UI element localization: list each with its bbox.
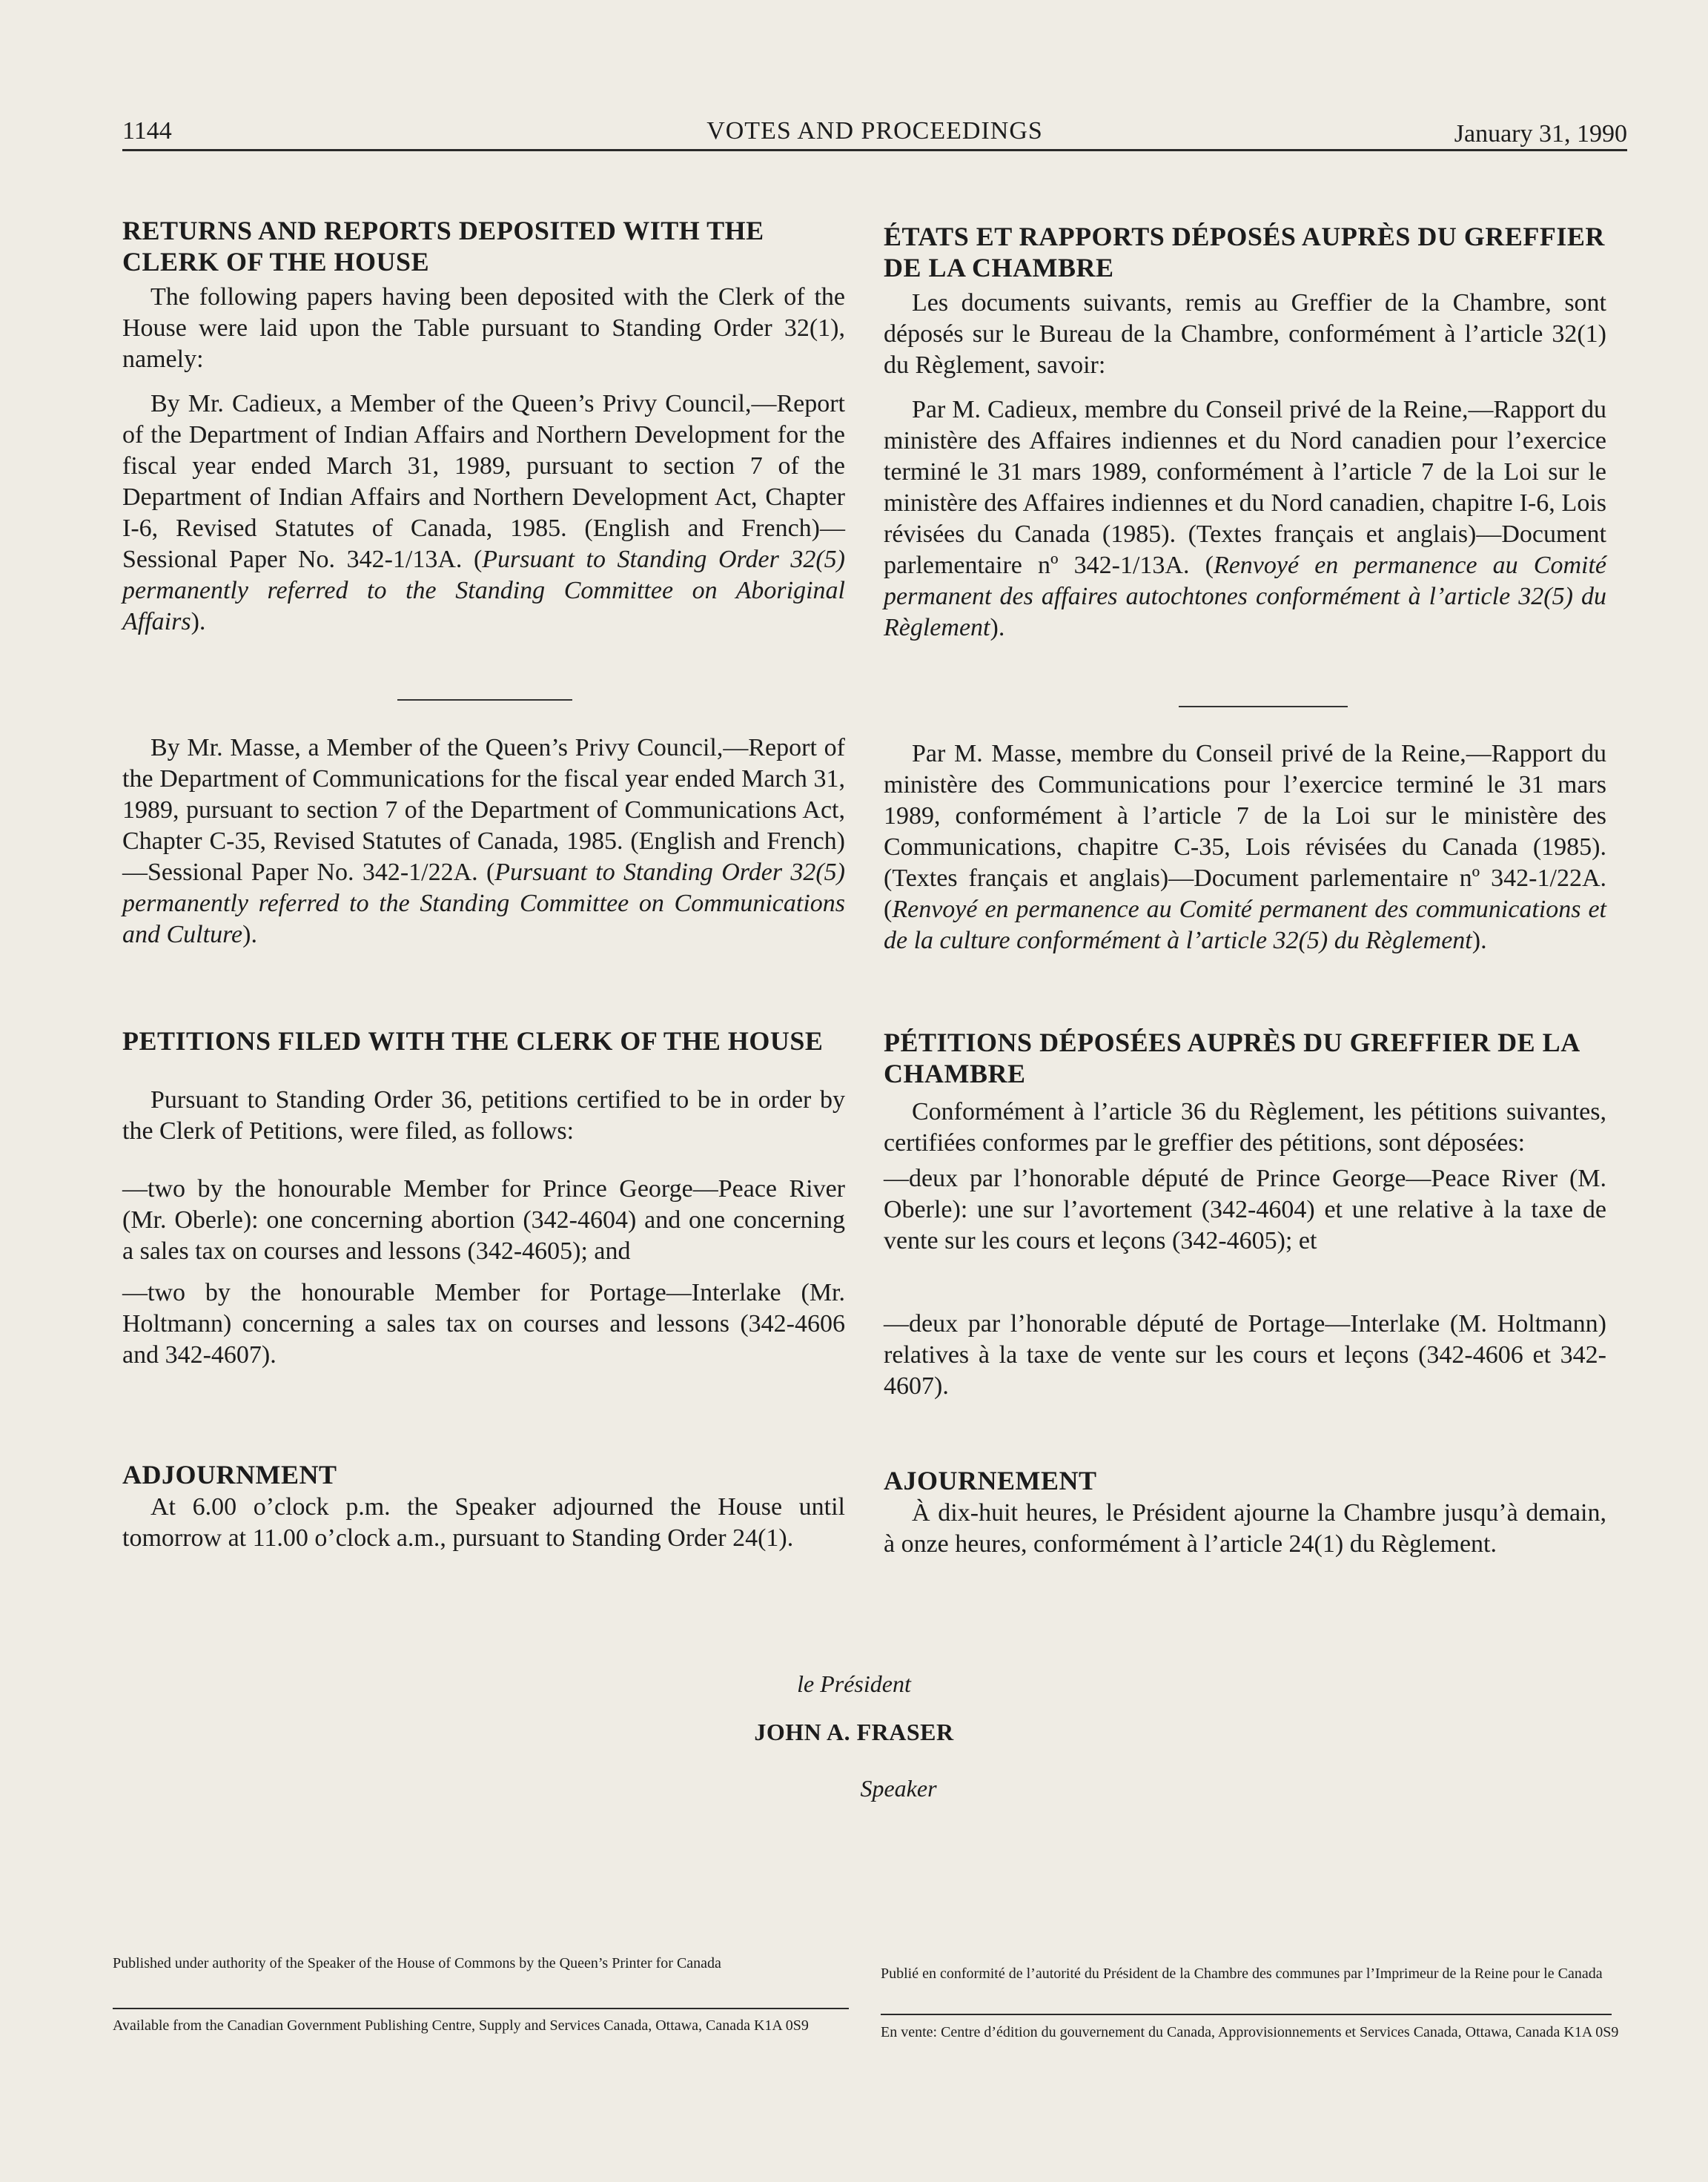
masse-section-en	[122, 733, 845, 951]
returns-section-fr	[884, 221, 1606, 644]
petitions-heading-fr: PÉTITIONS DÉPOSÉES AUPRÈS DU GREFFIER DE LA CHAMBRE	[884, 1028, 1579, 1088]
footer-rule-en	[113, 2008, 849, 2009]
adjournment-heading-fr: AJOURNEMENT	[884, 1466, 1097, 1495]
adjournment-heading-en: ADJOURNMENT	[122, 1460, 337, 1490]
petitions-section-en	[122, 1025, 845, 1371]
footer-available-fr: En vente: Centre d’édition du gouvernement du Canada, Approvisionnements et Services Canada, Ottawa, Canada K1A 0S9	[881, 2024, 1619, 2040]
petitions-section-fr	[884, 1027, 1606, 1402]
petitions-heading-en: PETITIONS FILED WITH THE CLERK OF THE HOUSE	[122, 1026, 824, 1056]
petition-oberle-en: —two by the honourable Member for Prince George—Peace River (Mr. Oberle): one concerning abortion (342-4604) and one concerning a sales tax on courses and lessons (342-4605); and	[122, 1175, 845, 1265]
footer-published-en: Published under authority of the Speaker of the House of Commons by the Queen’s Printer for Canada	[113, 1955, 721, 1971]
returns-intro-fr: Les documents suivants, remis au Greffier de la Chambre, sont déposés sur le Bureau de la Chambre, conformément à l’article 32(1) du Règlement, savoir:	[884, 289, 1606, 379]
returns-heading-en: RETURNS AND REPORTS DEPOSITED WITH THE CLERK OF THE HOUSE	[122, 216, 764, 277]
signature-name: JOHN A. FRASER	[754, 1719, 954, 1745]
adjournment-text-en: At 6.00 o’clock p.m. the Speaker adjourned the House until tomorrow at 11.00 o’clock a.m., pursuant to Standing Order 24(1).	[122, 1493, 845, 1552]
masse-paper-fr: Par M. Masse, membre du Conseil privé de la Reine,—Rapport du ministère des Communications pour l’exercice terminé le 31 mars 1989, conformément à l’article 7 de la Loi sur le ministère des Communications, chapitre C-35, Lois révisées du Canada (1985). (Textes français et anglais)—Document parlementaire nº 342-1/22A. (Renvoyé en permanence au Comité permanent des communications et de la culture conformément à l’article 32(5) du Règlement).	[884, 740, 1606, 954]
footer-rule-fr	[881, 2014, 1612, 2015]
returns-intro-en: The following papers having been deposited with the Clerk of the House were laid upon the Table pursuant to Standing Order 32(1), namely:	[122, 283, 845, 373]
page-number: 1144	[122, 117, 172, 145]
returns-section-en	[122, 215, 845, 638]
footer-available-en: Available from the Canadian Government Publishing Centre, Supply and Services Canada, Ottawa, Canada K1A 0S9	[113, 2017, 809, 2034]
section-divider-fr	[1179, 706, 1348, 707]
adjournment-text-fr: À dix-huit heures, le Président ajourne la Chambre jusqu’à demain, à onze heures, conformément à l’article 24(1) du Règlement.	[884, 1499, 1606, 1558]
cadieux-paper-en: By Mr. Cadieux, a Member of the Queen’s Privy Council,—Report of the Department of Indian Affairs and Northern Development for the fiscal year ended March 31, 1989, pursuant to section 7 of the Department of Indian Affairs and Northern Development Act, Chapter I-6, Revised Statutes of Canada, 1985. (English and French)—Sessional Paper No. 342-1/13A. (Pursuant to Standing Order 32(5) permanently referred to the Standing Committee on Aboriginal Affairs).	[122, 390, 845, 635]
petition-holtmann-en: —two by the honourable Member for Portage—Interlake (Mr. Holtmann) concerning a sales tax on courses and lessons (342-4606 and 342-4607).	[122, 1279, 845, 1369]
adjournment-section-fr	[884, 1465, 1606, 1560]
masse-section-fr	[884, 738, 1606, 956]
masse-paper-en: By Mr. Masse, a Member of the Queen’s Privy Council,—Report of the Department of Communications for the fiscal year ended March 31, 1989, pursuant to section 7 of the Department of Communications Act, Chapter C-35, Revised Statutes of Canada, 1985. (English and French)—Sessional Paper No. 342-1/22A. (Pursuant to Standing Order 32(5) permanently referred to the Standing Committee on Communications and Culture).	[122, 734, 845, 948]
petition-holtmann-fr: —deux par l’honorable député de Portage—Interlake (M. Holtmann) relatives à la taxe de vente sur les cours et leçons (342-4606 et 342-4607).	[884, 1310, 1606, 1400]
petition-oberle-fr: —deux par l’honorable député de Prince George—Peace River (M. Oberle): une sur l’avortement (342-4604) et une relative à la taxe de vente sur les cours et leçons (342-4605); et	[884, 1165, 1606, 1254]
signature-role: Speaker	[860, 1775, 937, 1802]
header-rule	[122, 149, 1627, 151]
cadieux-paper-fr: Par M. Cadieux, membre du Conseil privé de la Reine,—Rapport du ministère des Affaires indiennes et du Nord canadien pour l’exercice terminé le 31 mars 1989, conformément à l’article 7 de la Loi sur le ministère des Affaires indiennes et du Nord canadien, chapitre I-6, Lois révisées du Canada (1985). (Textes français et anglais)—Document parlementaire nº 342-1/13A. (Renvoyé en permanence au Comité permanent des affaires autochtones conformément à l’article 32(5) du Règlement).	[884, 396, 1606, 641]
signature-title: le Président	[797, 1670, 911, 1697]
petitions-intro-en: Pursuant to Standing Order 36, petitions certified to be in order by the Clerk of Petitions, were filed, as follows:	[122, 1086, 845, 1145]
footer-published-fr: Publié en conformité de l’autorité du Président de la Chambre des communes par l’Imprimeur de la Reine pour le Canada	[881, 1966, 1603, 1982]
page-title: VOTES AND PROCEEDINGS	[706, 117, 1043, 145]
returns-heading-fr: ÉTATS ET RAPPORTS DÉPOSÉS AUPRÈS DU GREFFIER DE LA CHAMBRE	[884, 222, 1605, 282]
adjournment-section-en	[122, 1459, 845, 1554]
section-divider-en	[397, 699, 572, 701]
page-date: January 31, 1990	[1454, 120, 1627, 148]
petitions-intro-fr: Conformément à l’article 36 du Règlement, les pétitions suivantes, certifiées conformes par le greffier des pétitions, sont déposées:	[884, 1098, 1606, 1157]
